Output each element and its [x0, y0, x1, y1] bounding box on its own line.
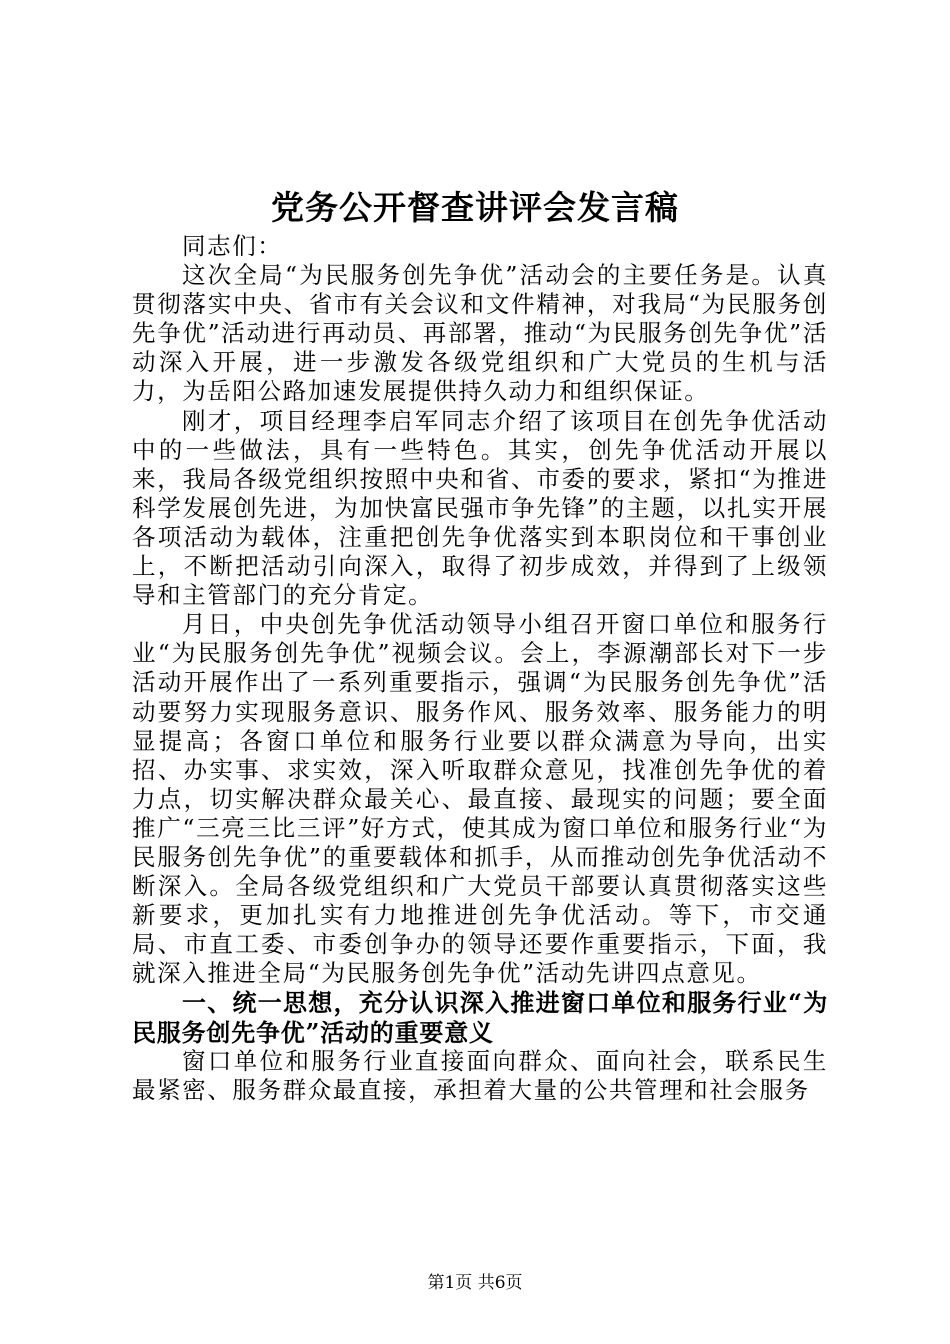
document-body — [132, 232, 828, 1105]
section-paragraph: 窗口单位和服务行业直接面向群众、面向社会，联系民生最紧密、服务群众最直接，承担着大量的公共管理和社会服务 — [132, 1046, 828, 1104]
section-heading: 一、统一思想，充分认识深入推进窗口单位和服务行业“为民服务创先争优”活动的重要意义 — [132, 988, 828, 1047]
paragraph-meeting: 月日，中央创先争优活动领导小组召开窗口单位和服务行业“为民服务创先争优”视频会议。会上，李源潮部长对下一步活动开展作出了一系列重要指示，强调“为民服务创先争优”活动要努力实现服务意识、服务作风、服务效率、服务能力的明显提高；各窗口单位和服务行业要以群众满意为导向，出实招、办实事、求实效，深入听取群众意见，找准创先争优的着力点，切实解决群众最关心、最直接、最现实的问题；要全面推广“三亮三比三评”好方式，使其成为窗口单位和服务行业“为民服务创先争优”的重要载体和抓手，从而推动创先争优活动不断深入。全局各级党组织和广大党员干部要认真贯彻落实这些新要求，更加扎实有力地推进创先争优活动。等下，市交通局、市直工委、市委创争办的领导还要作重要指示，下面，我就深入推进全局“为民服务创先争优”活动先讲四点意见。 — [132, 610, 828, 988]
document-title: 党务公开督查讲评会发言稿 — [271, 188, 679, 227]
salutation: 同志们： — [182, 232, 283, 260]
paragraph-background: 刚才，项目经理李启军同志介绍了该项目在创先争优活动中的一些做法，具有一些特色。其实，创先争优活动开展以来，我局各级党组织按照中央和省、市委的要求，紧扣“为推进科学发展创先进，为加快富民强市争先锋”的主题，以扎实开展各项活动为载体，注重把创先争优落实到本职岗位和干事创业上，不断把活动引向深入，取得了初步成效，并得到了上级领导和主管部门的充分肯定。 — [132, 406, 828, 610]
page-number-footer: 第1页 共6页 — [427, 1273, 523, 1293]
paragraph-intro: 这次全局“为民服务创先争优”活动会的主要任务是。认真贯彻落实中央、省市有关会议和文件精神，对我局“为民服务创先争优”活动进行再动员、再部署，推动“为民服务创先争优”活动深入开展，进一步激发各级党组织和广大党员的生机与活力，为岳阳公路加速发展提供持久动力和组织保证。 — [132, 261, 828, 406]
